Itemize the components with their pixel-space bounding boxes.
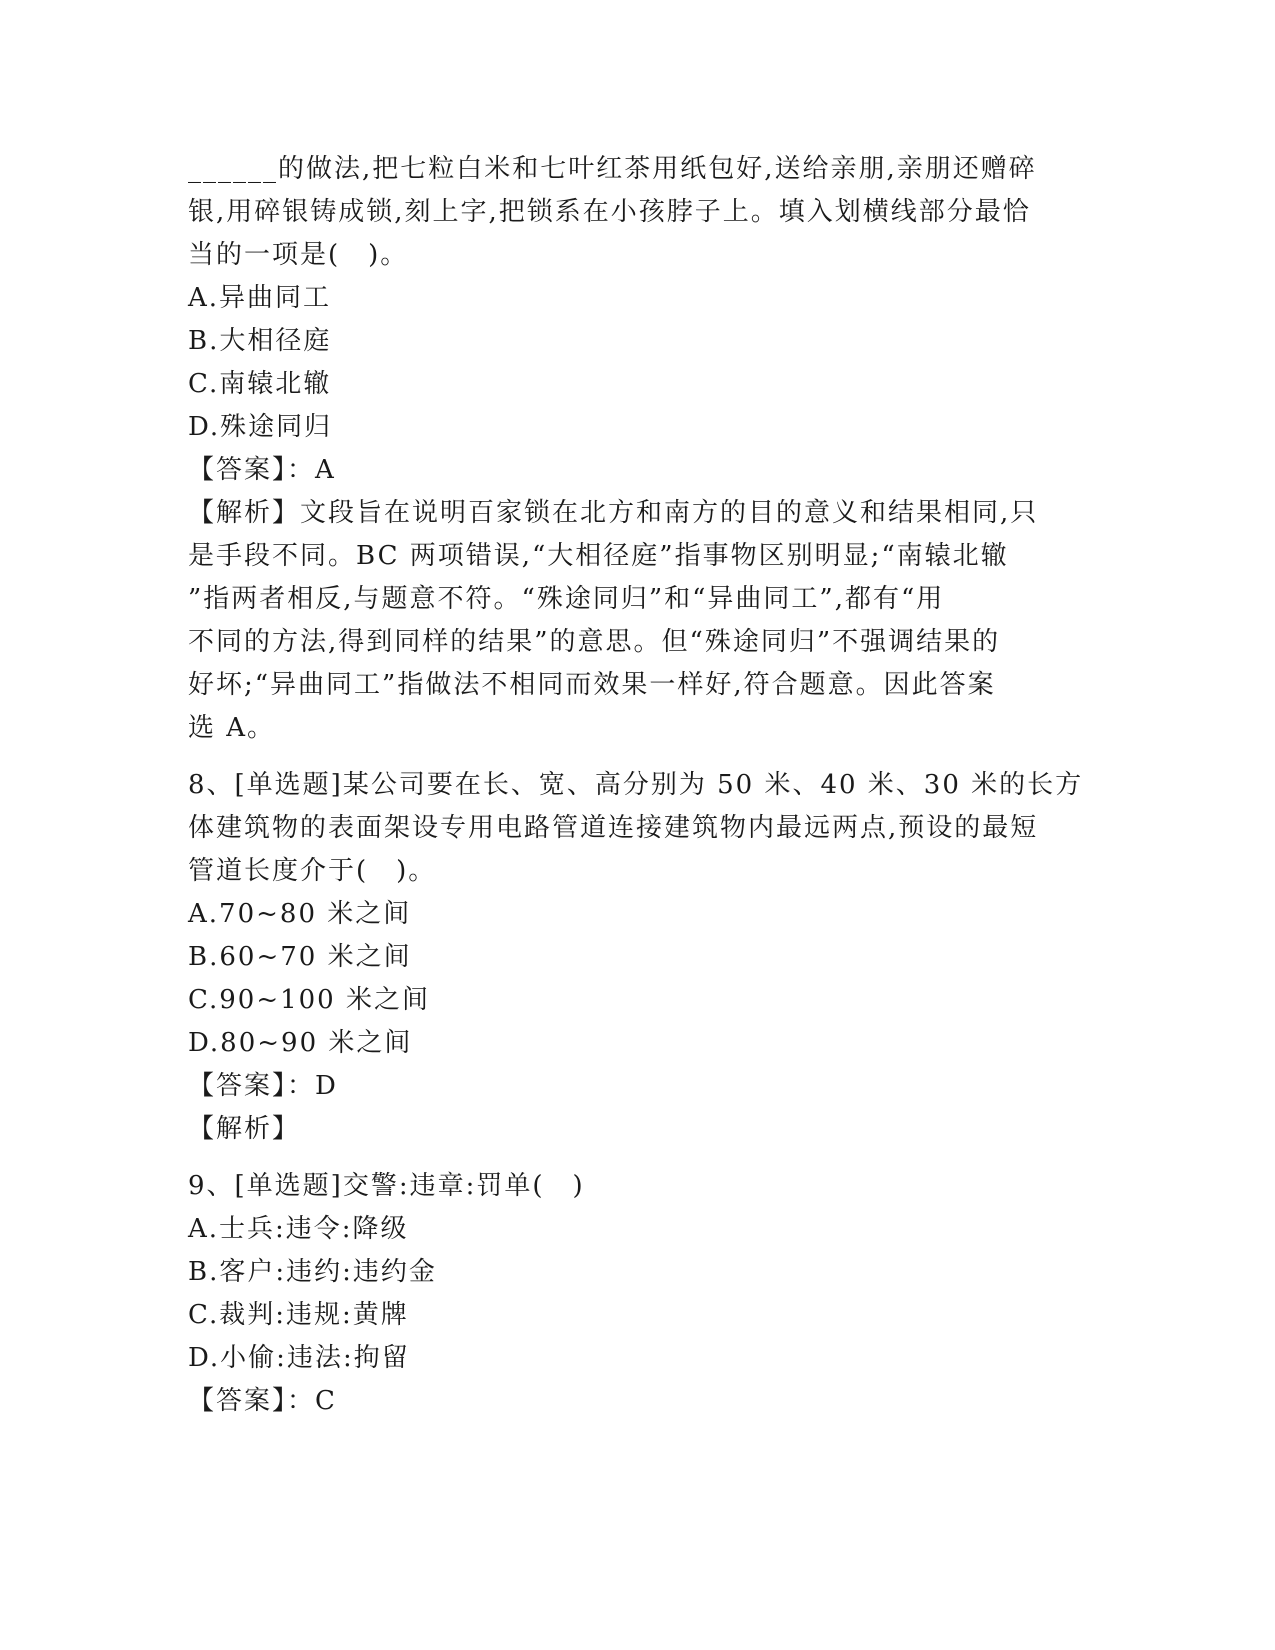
option-b: B.60~70 米之间: [188, 942, 412, 972]
analysis-line: 好坏;“异曲同工”指做法不相同而效果一样好,符合题意。因此答案: [188, 670, 996, 700]
option-c: C.裁判:违规:黄牌: [188, 1300, 409, 1330]
question-stem-line: 银,用碎银铸成锁,刻上字,把锁系在小孩脖子上。填入划横线部分最恰: [188, 197, 1031, 227]
question-spacer: [188, 1151, 1088, 1165]
answer-line: 【答案】：A: [188, 455, 336, 485]
analysis-line: 不同的方法,得到同样的结果”的意思。但“殊途同归”不强调结果的: [188, 627, 1001, 657]
option-d: D.小偷:违法:拘留: [188, 1343, 410, 1373]
question-spacer: [188, 750, 1088, 764]
analysis-line: 是手段不同。BC 两项错误,“大相径庭”指事物区别明显;“南辕北辙: [188, 541, 1009, 571]
analysis-line: ”指两者相反,与题意不符。“殊途同归”和“异曲同工”,都有“用: [188, 584, 945, 614]
option-d: D.80~90 米之间: [188, 1028, 413, 1058]
analysis-line: 【解析】: [188, 1114, 301, 1144]
question-8: [188, 764, 1088, 1151]
question-stem-line: 9、[单选题]交警:违章:罚单( ): [188, 1171, 585, 1201]
answer-line: 【答案】：D: [188, 1071, 338, 1101]
question-9: [188, 1165, 1088, 1423]
option-c: C.90~100 米之间: [188, 985, 430, 1015]
question-stem-line: 当的一项是( )。: [188, 240, 409, 270]
analysis-line: 【解析】文段旨在说明百家锁在北方和南方的目的意义和结果相同,只: [188, 498, 1039, 528]
option-a: A.士兵:违令:降级: [188, 1214, 409, 1244]
option-c: C.南辕北辙: [188, 369, 332, 399]
question-stem-line: 体建筑物的表面架设专用电路管道连接建筑物内最远两点,预设的最短: [188, 813, 1039, 843]
option-a: A.70~80 米之间: [188, 899, 412, 929]
question-stem-line: 8、[单选题]某公司要在长、宽、高分别为 50 米、40 米、30 米的长方: [188, 770, 1084, 800]
analysis-line: 选 A。: [188, 713, 276, 743]
option-b: B.客户:违约:违约金: [188, 1257, 437, 1287]
option-a: A.异曲同工: [188, 283, 332, 313]
option-b: B.大相径庭: [188, 326, 332, 356]
question-stem-line: 管道长度介于( )。: [188, 856, 437, 886]
document-page: [188, 148, 1088, 1423]
answer-line: 【答案】：C: [188, 1386, 337, 1416]
option-d: D.殊途同归: [188, 412, 333, 442]
question-7: [188, 148, 1088, 750]
question-stem-line: ______的做法,把七粒白米和七叶红茶用纸包好,送给亲朋,亲朋还赠碎: [188, 154, 1037, 184]
